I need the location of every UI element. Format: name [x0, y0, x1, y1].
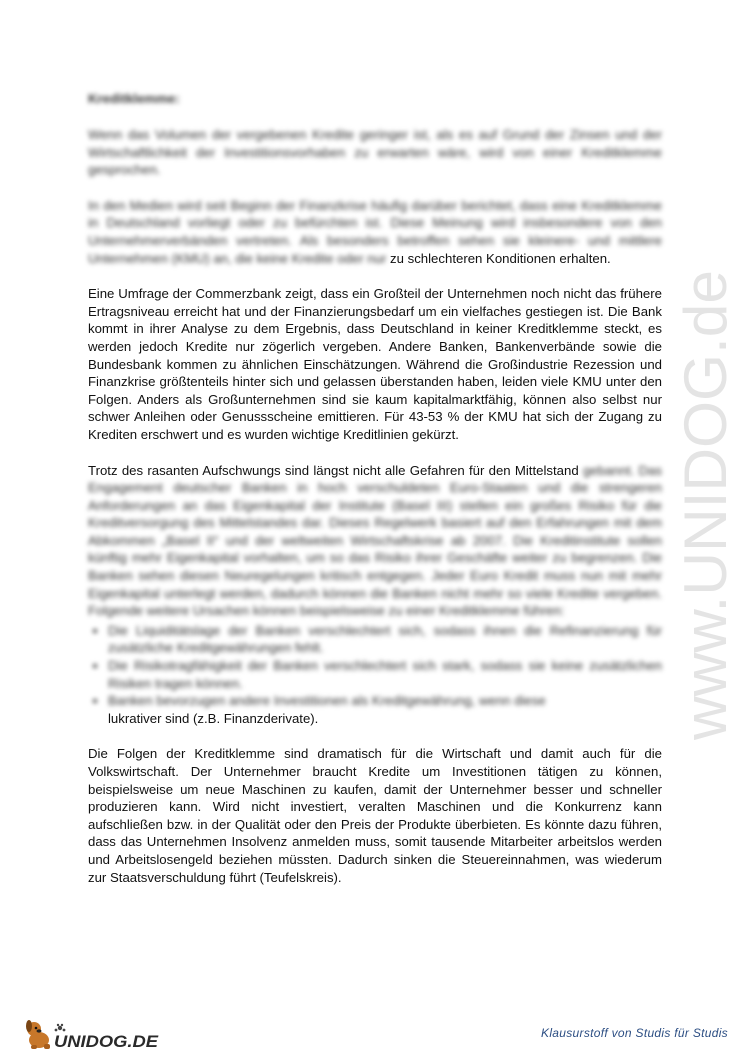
- paragraph-text-blurred: In den Medien wird seit Beginn der Finanzkrise häufig darüber berichtet, dass eine Kreditklemme in Deutschland vorliegt oder zu befürchten ist. Diese Meinung wird insbesondere von den Unternehmerverbänden vertreten. Als besonders betroffen sehen sie kleinere- und mittlere Unternehmen (KMU) an, die keine Kredite oder nur: [88, 197, 662, 266]
- paragraph-text-visible: Trotz des rasanten Aufschwungs sind längst nicht alle Gefahren für den Mittelstand: [88, 462, 579, 478]
- dog-mascot-icon: [26, 1020, 50, 1049]
- document-heading: Kreditklemme:: [88, 91, 180, 106]
- list-item-tail: lukrativer sind (z.B. Finanzderivate).: [108, 710, 319, 726]
- paragraph-text-blurred: gebannt. Das Engagement deutscher Banken in hoch verschuldeten Euro-Staaten und die strengeren Anforderungen an das Eigenkapital der Institute (Basel III) stellen ein großes Risiko für die Kreditversorgung des Mittelstandes dar. Dieses Regelwerk basiert auf den Erfahrungen mit dem Abkommen „Basel II“ und der weltweiten Wirtschaftskrise ab 2007. Die Kreditinstitute sollen künftig mehr Eigenkapital vorhalten, um so das Risiko ihrer Geschäfte weiter zu begrenzen. Die Banken sehen diesen Neuregelungen kritisch entgegen. Jeder Euro Kredit muss nun mit mehr Eigenkapital unterlegt werden, dadurch können die Banken nicht mehr so viele Kredite vergeben. Folgende weitere Ursachen können beispielsweise zu einer Kreditklemme führen:: [88, 462, 662, 619]
- document-body: [88, 90, 662, 904]
- paragraph-folgen: Die Folgen der Kreditklemme sind dramatisch für die Wirtschaft und damit auch für die Volkswirtschaft. Der Unternehmer braucht Kredite um Investitionen tätigen zu können, beispielsweise um neue Maschinen zu kaufen, damit der Unternehmer besser und schneller produzieren kann. Wird nicht investiert, veralten Maschinen und die Konkurrenz kann aufschließen bzw. in der Qualität oder den Preis der Produkte überbieten. Es könnte dazu führen, dass das Unternehmen Insolvenz anmelden muss, somit tausende Mitarbeiter arbeitslos werden und Arbeitslosengeld beziehen müssten. Dadurch sinken die Steuereinnahmen, was wiederum zur Staatsverschuldung führt (Teufelskreis).: [88, 746, 662, 885]
- watermark: [648, 270, 750, 740]
- footer-tagline: Klausurstoff von Studis für Studis: [541, 1026, 728, 1040]
- unidog-logo: [22, 1014, 162, 1054]
- paragraph-commerzbank: Eine Umfrage der Commerzbank zeigt, dass ein Großteil der Unternehmen noch nicht das frühere Ertragsniveau erreicht hat und der Finanzierungsbedarf um ein vielfaches gestiegen ist. Die Bank kommt in ihrer Analyse zu dem Ergebnis, dass Deutschland in keiner Kreditklemme steckt, es werden jedoch Kredite nur zögerlich vergeben. Andere Banken, Bankenverbände sowie die Bundesbank kommen zu ähnlichen Einschätzungen. Während die Großindustrie Rezession und Finanzkrise größtenteils hinter sich und gelassen überstanden haben, leiden viele KMU unter den Folgen. Anders als Großunternehmen sind sie kaum kapitalmarktfähig, können also selbst nur schwer Anleihen oder Genussscheine emittieren. Für 43-53 % der KMU hat sich der Zugang zu Krediten erschwert und es wurden wichtige Kreditlinien gekürzt.: [88, 286, 662, 442]
- paragraph-media: [88, 197, 662, 267]
- paragraph-definition: [88, 126, 662, 179]
- paragraph-text-visible: zu schlechteren Konditionen erhalten.: [390, 250, 611, 266]
- list-item: • Die Liquiditätslage der Banken verschlechtert sich, sodass ihnen die Refinanzierung für zusätzliche Kreditgewährungen fehlt.: [108, 622, 662, 657]
- paragraph-aufschwung: [88, 462, 662, 620]
- watermark-text: www.UNIDOG.de: [672, 273, 739, 740]
- paw-icon: [55, 1024, 66, 1032]
- paragraph-text-blurred: Wenn das Volumen der vergebenen Kredite geringer ist, als es auf Grund der Zinsen und der Wirtschaftlichkeit der Investitionsvorhaben zu erwarten wäre, wird von einer Kreditklemme gesprochen.: [88, 127, 662, 178]
- list-item: • Banken bevorzugen andere Investitionen als Kreditgewährung, wenn diese: [108, 692, 662, 710]
- list-item: • Die Risikotragfähigkeit der Banken verschlechtert sich stark, sodass sie keine zusätzlichen Risiken tragen können.: [108, 657, 662, 692]
- logo-text: UNIDOG.DE: [54, 1032, 159, 1051]
- cause-list: [88, 622, 662, 710]
